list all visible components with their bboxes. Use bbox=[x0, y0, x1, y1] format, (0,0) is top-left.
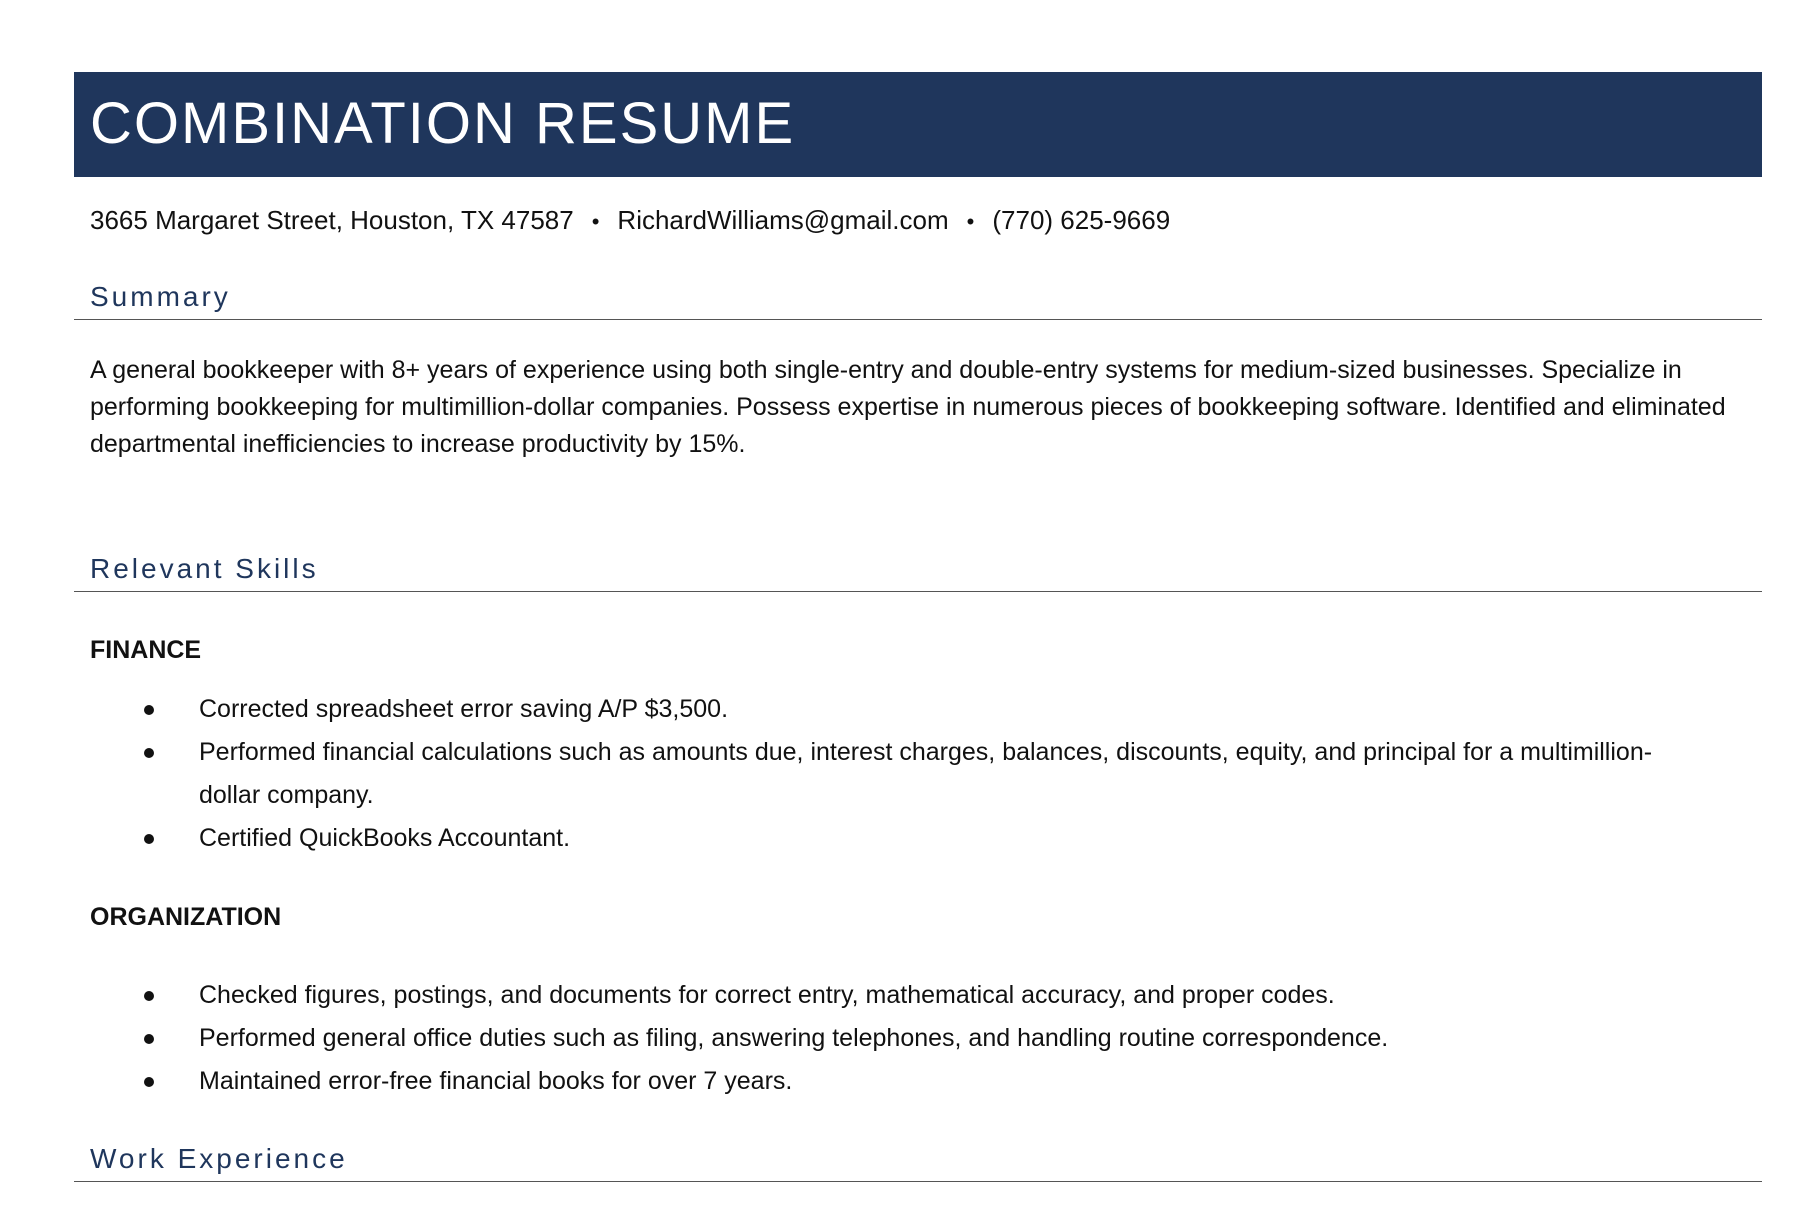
bullet-icon bbox=[144, 1077, 154, 1087]
list-item-text: Corrected spreadsheet error saving A/P $3,500. bbox=[199, 695, 729, 723]
contact-line bbox=[90, 203, 1170, 239]
contact-email[interactable]: RichardWilliams@gmail.com bbox=[617, 205, 949, 235]
contact-address: 3665 Margaret Street, Houston, TX 47587 bbox=[90, 205, 574, 235]
work-experience-heading bbox=[74, 1139, 1762, 1182]
list-item-text: Certified QuickBooks Accountant. bbox=[199, 824, 571, 852]
list-item bbox=[90, 817, 1690, 860]
finance-title: FINANCE bbox=[90, 636, 202, 664]
summary-text: A general bookkeeper with 8+ years of experience using both single-entry and double-entry systems for medium-sized businesses. Specialize in performing bookkeeping for multimillion-dollar companies. Possess expertise in numerous pieces of bookkeeping software. Identified and eliminated departmental inefficiencies to increase productivity by 15%. bbox=[90, 356, 1726, 458]
bullet-icon bbox=[144, 1034, 154, 1044]
bullet-icon bbox=[144, 991, 154, 1001]
contact-separator: • bbox=[966, 209, 975, 234]
summary-heading-label: Summary bbox=[90, 281, 231, 312]
title-banner bbox=[74, 72, 1762, 177]
list-item bbox=[90, 1060, 1690, 1103]
list-item-text: Performed general office duties such as filing, answering telephones, and handling routine correspondence. bbox=[199, 1024, 1389, 1052]
list-item-text: Performed financial calculations such as amounts due, interest charges, balances, discounts, equity, and principal for a multimillion-dollar company. bbox=[199, 738, 1653, 809]
contact-separator: • bbox=[591, 209, 600, 234]
list-item bbox=[90, 731, 1690, 817]
skills-heading-label: Relevant Skills bbox=[90, 553, 319, 584]
list-item bbox=[90, 974, 1690, 1017]
resume-title: COMBINATION RESUME bbox=[90, 91, 796, 156]
summary-heading bbox=[74, 277, 1762, 320]
organization-title: ORGANIZATION bbox=[90, 903, 282, 931]
bullet-icon bbox=[144, 748, 154, 758]
contact-phone: (770) 625-9669 bbox=[992, 205, 1171, 235]
list-item-text: Maintained error-free financial books for over 7 years. bbox=[199, 1067, 793, 1095]
finance-list bbox=[90, 688, 1690, 860]
bullet-icon bbox=[144, 834, 154, 844]
list-item-text: Checked figures, postings, and documents for correct entry, mathematical accuracy, and proper codes. bbox=[199, 981, 1335, 1009]
skills-heading bbox=[74, 549, 1762, 592]
list-item bbox=[90, 688, 1690, 731]
work-experience-heading-label: Work Experience bbox=[90, 1143, 348, 1174]
bullet-icon bbox=[144, 705, 154, 715]
list-item bbox=[90, 1017, 1690, 1060]
organization-list bbox=[90, 974, 1690, 1103]
